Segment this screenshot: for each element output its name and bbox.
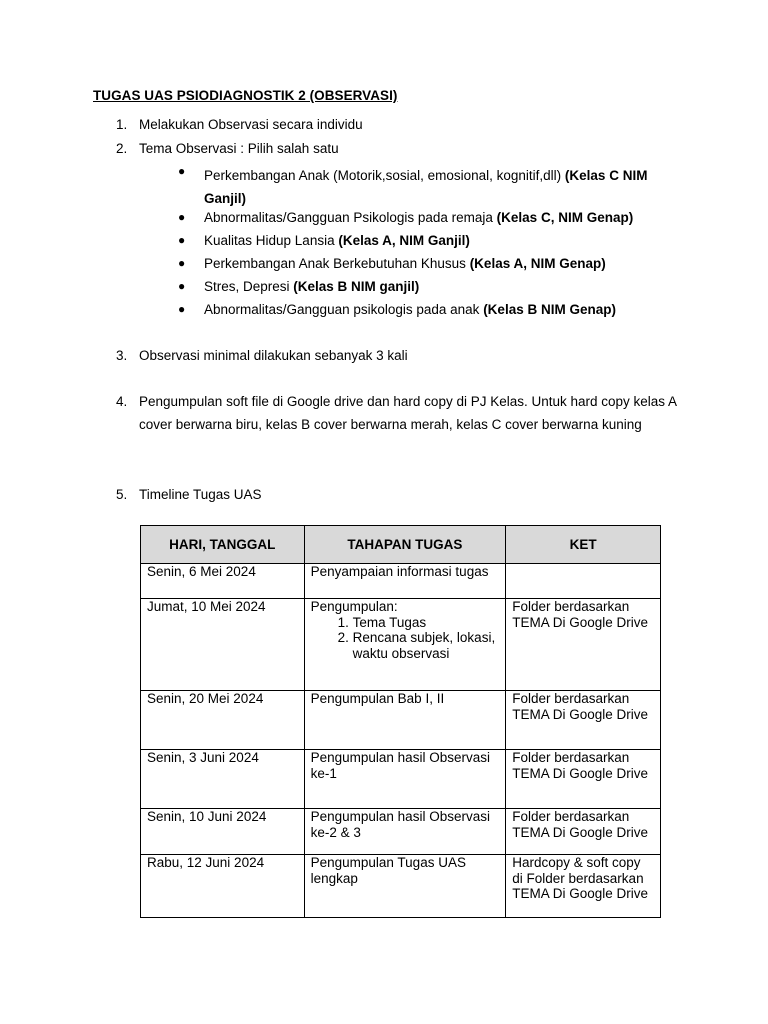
cell-date: Senin, 20 Mei 2024 <box>141 691 305 750</box>
header-task: TAHAPAN TUGAS <box>304 526 506 564</box>
task-label: Pengumpulan: <box>310 599 398 614</box>
bullet-icon: ● <box>178 210 186 224</box>
theme-text: Perkembangan Anak Berkebutuhan Khusus (Kelas A, NIM Genap) <box>204 256 606 271</box>
list-text: Tema Observasi : Pilih salah satu <box>139 141 339 156</box>
list-number: 1. <box>116 117 128 132</box>
table-row <box>141 691 661 750</box>
cell-date: Rabu, 12 Juni 2024 <box>141 855 305 918</box>
bullet-icon: ● <box>178 233 186 247</box>
cell-task: Pengumpulan Tugas UAS lengkap <box>304 855 506 918</box>
theme-text: Stres, Depresi (Kelas B NIM ganjil) <box>204 279 420 294</box>
bullet-icon: ● <box>178 279 186 293</box>
cell-date: Senin, 3 Juni 2024 <box>141 750 305 809</box>
table-row <box>141 599 661 691</box>
list-text: Pengumpulan soft file di Google drive dan hard copy di PJ Kelas. Untuk hard copy kelas A cover berwarna biru, kelas B cover berwarna merah, kelas C cover berwarna kuning <box>139 394 677 432</box>
cell-date: Jumat, 10 Mei 2024 <box>141 599 305 691</box>
table-row <box>141 809 661 855</box>
cell-ket: Hardcopy & soft copy di Folder berdasarkan TEMA Di Google Drive <box>506 855 661 918</box>
cell-date: Senin, 10 Juni 2024 <box>141 809 305 855</box>
task-sublist <box>311 615 500 662</box>
cell-ket: Folder berdasarkan TEMA Di Google Drive <box>506 750 661 809</box>
bullet-icon: ● <box>178 256 186 270</box>
timeline-table <box>140 525 661 918</box>
list-number: 3. <box>116 348 128 363</box>
cell-task <box>304 599 506 691</box>
bullet-icon: ● <box>178 164 186 178</box>
list-number: 5. <box>116 487 128 502</box>
header-ket: KET <box>506 526 661 564</box>
list-number: 2. <box>116 141 128 156</box>
cell-ket: Folder berdasarkan TEMA Di Google Drive <box>506 691 661 750</box>
list-text: Melakukan Observasi secara individu <box>139 117 363 132</box>
cell-ket: Folder berdasarkan TEMA Di Google Drive <box>506 599 661 691</box>
table-row <box>141 750 661 809</box>
cell-ket: Folder berdasarkan TEMA Di Google Drive <box>506 809 661 855</box>
cell-task: Penyampaian informasi tugas <box>304 564 506 599</box>
theme-text: Kualitas Hidup Lansia (Kelas A, NIM Ganjil) <box>204 233 470 248</box>
list-number: 4. <box>116 394 128 409</box>
task-subitem: 1. Tema Tugas <box>353 615 500 631</box>
cell-task: Pengumpulan hasil Observasi ke-2 & 3 <box>304 809 506 855</box>
cell-task: Pengumpulan hasil Observasi ke-1 <box>304 750 506 809</box>
theme-text: Abnormalitas/Gangguan psikologis pada anak (Kelas B NIM Genap) <box>204 302 616 317</box>
table-row <box>141 855 661 918</box>
theme-text: Abnormalitas/Gangguan Psikologis pada remaja (Kelas C, NIM Genap) <box>204 210 634 225</box>
cell-ket <box>506 564 661 599</box>
table-header-row <box>141 526 661 564</box>
task-subitem: 2. Rencana subjek, lokasi, waktu observasi <box>353 630 500 661</box>
document-title: TUGAS UAS PSIODIAGNOSTIK 2 (OBSERVASI) <box>93 88 398 103</box>
cell-task: Pengumpulan Bab I, II <box>304 691 506 750</box>
list-text: Observasi minimal dilakukan sebanyak 3 kali <box>139 348 408 363</box>
header-date: HARI, TANGGAL <box>141 526 305 564</box>
theme-text: Perkembangan Anak (Motorik,sosial, emosional, kognitif,dll) (Kelas C NIM Ganjil) <box>204 168 648 206</box>
cell-date: Senin, 6 Mei 2024 <box>141 564 305 599</box>
list-text: Timeline Tugas UAS <box>139 487 262 502</box>
bullet-icon: ● <box>178 302 186 316</box>
table-row <box>141 564 661 599</box>
